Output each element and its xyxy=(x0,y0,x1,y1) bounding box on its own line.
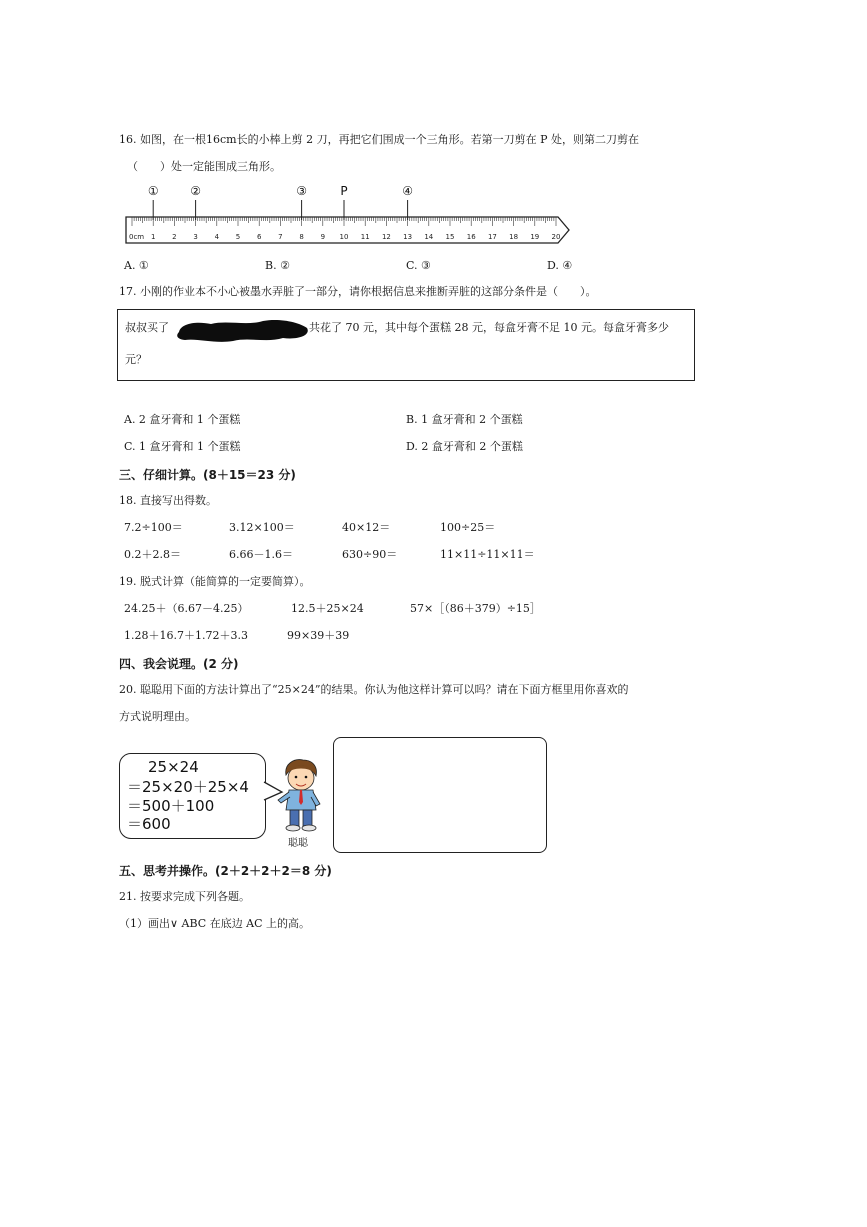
answer-box[interactable] xyxy=(333,737,547,853)
q18-item-3: 40×12＝ xyxy=(342,521,391,534)
ruler-number: 16 xyxy=(466,233,476,241)
ruler-number: 14 xyxy=(424,233,434,241)
bubble-line-1: 25×24 xyxy=(148,758,199,776)
q17-box-text-a: 叔叔买了 xyxy=(125,321,169,334)
q18-item-8: 11×11÷11×11＝ xyxy=(440,548,535,561)
cut-marker-label: ③ xyxy=(296,184,307,198)
boy-caption: 聪聪 xyxy=(288,838,308,849)
q20-text-line2: 方式说明理由。 xyxy=(119,710,196,723)
ruler-number: 1 xyxy=(150,233,156,241)
q16-option-b[interactable]: B. ② xyxy=(265,259,290,272)
ruler-number: 18 xyxy=(509,233,519,241)
ruler-number: 5 xyxy=(235,233,241,241)
q18-item-7: 630÷90＝ xyxy=(342,548,398,561)
q16-option-a[interactable]: A. ① xyxy=(124,259,149,272)
q18-item-6: 6.66－1.6＝ xyxy=(229,548,293,561)
q19-item-3: 57×［（86＋379）÷15］ xyxy=(410,602,541,615)
ruler-number: 8 xyxy=(299,233,304,241)
q17-box-text-b: 共花了 70 元，其中每个蛋糕 28 元，每盒牙膏不足 10 元。每盒牙膏多少 xyxy=(309,321,669,334)
q18-stem: 18. 直接写出得数。 xyxy=(119,494,217,507)
ruler-number: 12 xyxy=(381,233,391,241)
q21-stem: 21. 按要求完成下列各题。 xyxy=(119,890,250,903)
ruler-number: 19 xyxy=(530,233,540,241)
q18-item-5: 0.2＋2.8＝ xyxy=(124,548,181,561)
q16-option-c[interactable]: C. ③ xyxy=(406,259,431,272)
q17-info-box xyxy=(117,309,695,381)
ruler-unit-label: 0cm xyxy=(129,233,145,241)
q21-sub1: （1）画出∨ ABC 在底边 AC 上的高。 xyxy=(119,917,311,930)
bubble-line-4: ＝600 xyxy=(127,815,171,833)
ruler-number: 9 xyxy=(320,233,326,241)
q19-item-2: 12.5＋25×24 xyxy=(291,602,364,615)
ruler-number: 17 xyxy=(487,233,497,241)
q20-text-line1: 20. 聪聪用下面的方法计算出了“25×24”的结果。你认为他这样计算可以吗？请在下面方框里用你喜欢的 xyxy=(119,683,629,696)
ruler-number: 4 xyxy=(214,233,220,241)
ruler-figure xyxy=(120,180,580,250)
ruler-number: 3 xyxy=(193,233,198,241)
ruler-number: 13 xyxy=(403,233,413,241)
cut-marker-label: ④ xyxy=(402,184,413,198)
q17-option-d[interactable]: D. 2 盒牙膏和 2 个蛋糕 xyxy=(406,440,523,453)
section5-title: 五、思考并操作。(2＋2＋2＋2＝8 分) xyxy=(119,864,332,878)
q16-option-d[interactable]: D. ④ xyxy=(547,259,573,272)
section4-title: 四、我会说理。(2 分) xyxy=(119,657,239,671)
q16-text-line2: （ ）处一定能围成三角形。 xyxy=(127,160,281,173)
q17-box-text-line2: 元？ xyxy=(125,353,147,366)
q19-item-5: 99×39＋39 xyxy=(287,629,350,642)
ruler-number: 6 xyxy=(256,233,262,241)
q18-item-1: 7.2÷100＝ xyxy=(124,521,183,534)
cut-marker-label: ① xyxy=(147,184,159,198)
q18-item-2: 3.12×100＝ xyxy=(229,521,295,534)
cut-marker-label: ② xyxy=(190,184,201,198)
q17-option-a[interactable]: A. 2 盒牙膏和 1 个蛋糕 xyxy=(124,413,241,426)
ruler-number: 10 xyxy=(339,233,349,241)
ink-blot xyxy=(175,316,310,344)
q19-stem: 19. 脱式计算（能简算的一定要简算）。 xyxy=(119,575,311,588)
bubble-line-2: ＝25×20＋25×4 xyxy=(127,778,249,796)
ruler-number: 7 xyxy=(278,233,283,241)
boy-cartoon-icon xyxy=(276,758,326,834)
q19-item-1: 24.25＋（6.67－4.25） xyxy=(124,602,249,615)
cut-marker-label: P xyxy=(340,184,348,198)
ruler-number: 15 xyxy=(445,233,455,241)
q19-item-4: 1.28＋16.7＋1.72＋3.3 xyxy=(124,629,248,642)
ruler-number: 20 xyxy=(551,233,561,241)
q18-item-4: 100÷25＝ xyxy=(440,521,496,534)
q16-text-line1: 16. 如图，在一根16cm长的小棒上剪 2 刀，再把它们围成一个三角形。若第一刀剪在 P 处，则第二刀剪在 xyxy=(119,133,639,146)
q17-option-b[interactable]: B. 1 盒牙膏和 2 个蛋糕 xyxy=(406,413,523,426)
bubble-line-3: ＝500＋100 xyxy=(127,797,215,815)
q17-option-c[interactable]: C. 1 盒牙膏和 1 个蛋糕 xyxy=(124,440,241,453)
ruler-number: 2 xyxy=(172,233,177,241)
speech-bubble xyxy=(119,753,266,839)
q17-stem: 17. 小刚的作业本不小心被墨水弄脏了一部分，请你根据信息来推断弄脏的这部分条件是（ ）。 xyxy=(119,285,597,298)
section3-title: 三、仔细计算。(8＋15＝23 分) xyxy=(119,468,296,482)
ruler-number: 11 xyxy=(360,233,370,241)
